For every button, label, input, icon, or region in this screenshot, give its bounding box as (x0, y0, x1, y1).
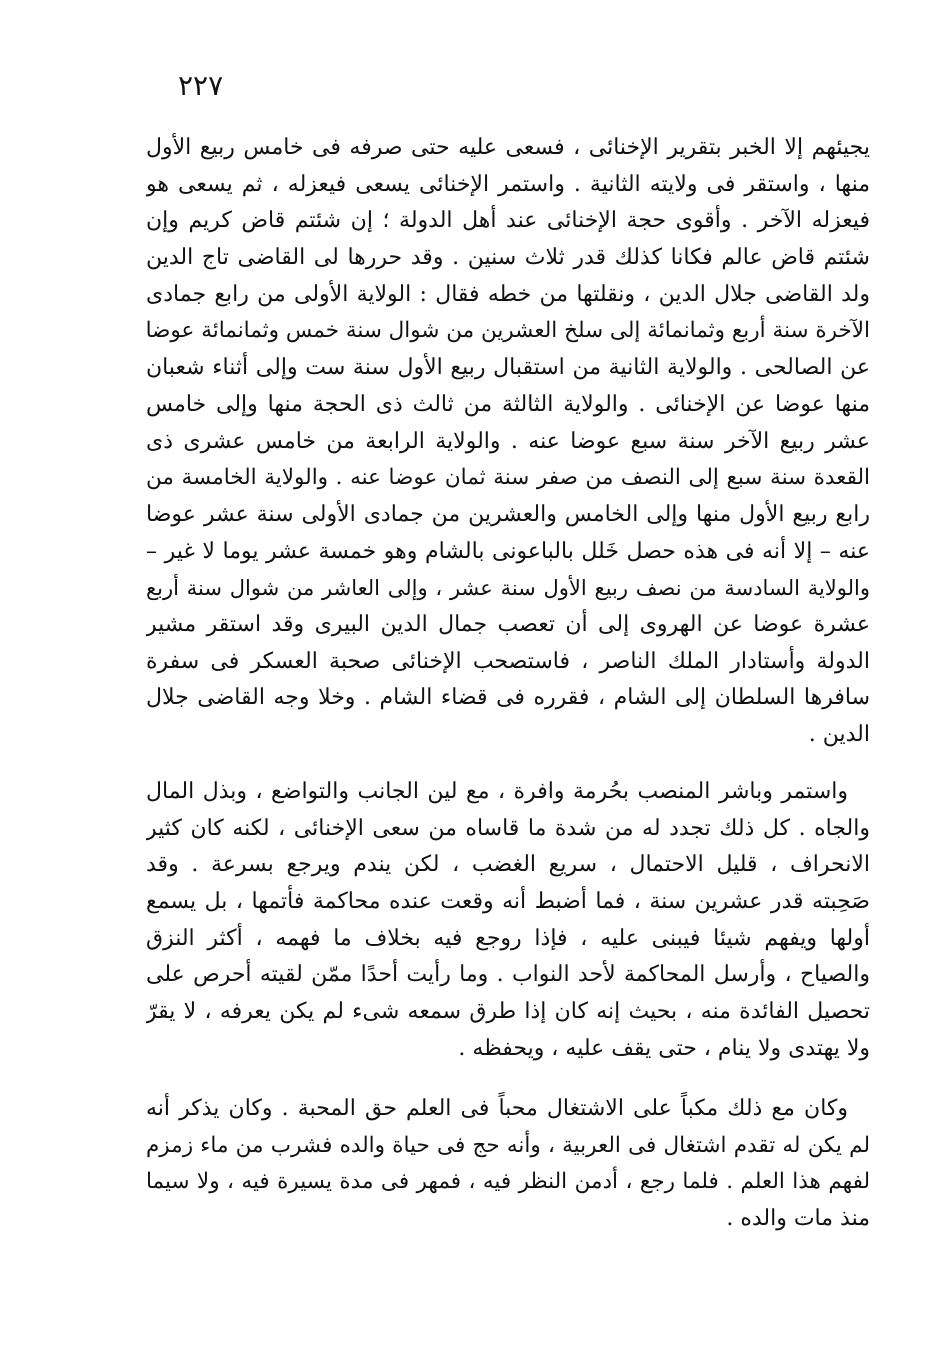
paragraph-3 (146, 1091, 870, 1238)
text-line: عشر ربيع الآخر سنة سبع عوضا عنه . والولاية الرابعة من خامس عشرى ذى (146, 428, 870, 454)
text-line: وكان مع ذلك مكباً على الاشتغال محباً فى العلم حق المحبة . وكان يذكر أنه (146, 1096, 848, 1121)
text-line: أولها ويفهم شيئا فيبنى عليه ، فإذا روجع فيه بخلاف ما فهمه ، أكثر النزق (146, 925, 870, 951)
text-line: والجاه . كل ذلك تجدد له من شدة ما قاساه من سعى الإخنائى ، لكنه كان كثير (146, 815, 870, 841)
text-line: الآخرة سنة أربع وثمانمائة إلى سلخ العشرين من شوال سنة خمس وثمانمائة عوضا (146, 318, 870, 344)
text-line: يجيئهم إلا الخبر بتقرير الإخنائى ، فسعى عليه حتى صرفه فى خامس ربيع الأول (146, 135, 870, 160)
text-line: القعدة سنة سبع إلى النصف من صفر سنة ثمان عوضا عنه . والولاية الخامسة من (146, 465, 870, 491)
text-line: صَحِبته قدر عشرين سنة ، فما أضبط أنه وقعت عنده محاكمة فأتمها ، بل يسمع (146, 889, 870, 915)
text-line: رابع ربيع الأول منها وإلى الخامس والعشرين من جمادى الأولى سنة عشر عوضا (146, 501, 870, 527)
text-line: الدين . (808, 722, 870, 747)
text-line: ولا يهتدى ولا ينام ، حتى يقف عليه ، ويحفظه . (458, 1035, 870, 1061)
text-line: والولاية السادسة من نصف ربيع الأول سنة عشر ، وإلى العاشر من شوال سنة أربع (146, 576, 870, 601)
text-line: منها ، واستقر فى ولايته الثانية . واستمر الإخنائى يسعى فيعزله ، ثم يسعى هو (146, 171, 870, 197)
text-line: تحصيل الفائدة منه ، بحيث إنه كان إذا طرق سمعه شىء لم يكن يعرفه ، لا يقرّ (146, 999, 870, 1025)
text-line: الانحراف ، قليل الاحتمال ، سريع الغضب ، لكن يندم ويرجع بسرعة . وقد (146, 852, 870, 878)
text-line: شئتم قاض عالم فكانا كذلك قدر ثلاث سنين . وقد حررها لى القاضى تاج الدين (146, 245, 870, 271)
text-line: لفهم هذا العلم . فلما رجع ، أدمن النظر فيه ، فمهر فى مدة يسيرة فيه ، ولا سيما (146, 1169, 870, 1195)
text-line: عنه – إلا أنه فى هذه حصل خَلل بالباعونى بالشام وهو خمسة عشر يوما لا غير – (146, 538, 870, 564)
text-line: منها عوضا عن الإخنائى . والولاية الثالثة من ثالث ذى الحجة منها وإلى خامس (146, 391, 870, 417)
page-number: ٢٢٧ (178, 69, 224, 102)
text-line: والصياح ، وأرسل المحاكمة لأحد النواب . وما رأيت أحدًا ممّن لقيته أحرص على (146, 962, 870, 988)
text-line: منذ مات والده . (726, 1206, 870, 1232)
text-line: ولد القاضى جلال الدين ، ونقلتها من خطه فقال : الولاية الأولى من رابع جمادى (146, 281, 870, 307)
text-line: لم يكن له تقدم اشتغال فى العربية ، وأنه حج فى حياة والده فشرب من ماء زمزم (146, 1132, 870, 1158)
text-line: الدولة وأستادار الملك الناصر ، فاستصحب الإخنائى صحبة العسكر فى سفرة (146, 648, 870, 674)
text-line: سافرها السلطان إلى الشام ، فقرره فى قضاء الشام . وخلا وجه القاضى جلال (146, 685, 870, 711)
text-line: عشرة عوضا عن الهروى إلى أن تعصب جمال الدين البيرى وقد استقر مشير (146, 611, 870, 637)
text-line: فيعزله الآخر . وأقوى حجة الإخنائى عند أهل الدولة ؛ إن شئتم قاض كريم وإن (146, 208, 870, 234)
text-line: واستمر وباشر المنصب بحُرمة وافرة ، مع لين الجانب والتواضع ، وبذل المال (146, 779, 848, 804)
paragraph-2 (146, 774, 870, 1068)
text-line: عن الصالحى . والولاية الثانية من استقبال ربيع الأول سنة ست وإلى أثناء شعبان (146, 355, 870, 381)
paragraph-1 (146, 130, 870, 754)
